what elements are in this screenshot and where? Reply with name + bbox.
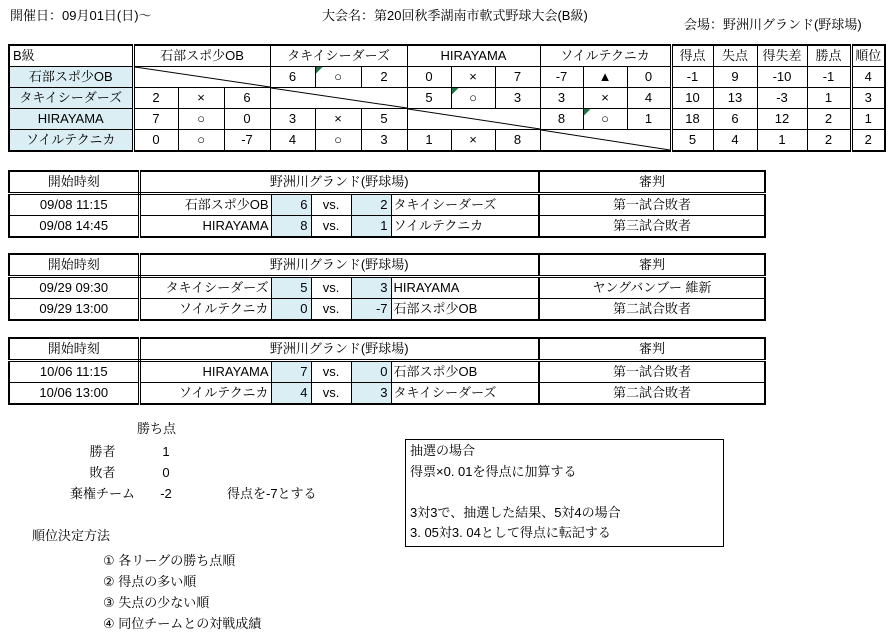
opponent-header: ソイルテクニカ: [540, 45, 671, 67]
points-row: [0, 483, 420, 504]
stat-cell: 3: [851, 88, 885, 109]
result-mark-cell: [583, 109, 627, 130]
score-for-cell: 7: [133, 109, 178, 130]
result-mark-cell: [178, 130, 224, 152]
vs-cell: vs.: [311, 383, 351, 405]
team-name-cell: 石部スポ少OB: [9, 67, 133, 88]
note-line: 抽選の場合: [410, 443, 476, 458]
vs-cell: vs.: [311, 194, 351, 216]
game-row: [9, 194, 765, 216]
score2-cell: 1: [351, 216, 391, 238]
game-row: [9, 299, 765, 321]
result-mark: ×: [197, 90, 205, 105]
score-against-cell: 8: [495, 130, 540, 152]
umpire-cell: 第一試合敗者: [539, 361, 765, 383]
team2-cell: 石部スポ少OB: [391, 299, 539, 321]
stat-cell: 10: [671, 88, 713, 109]
stat-cell: 12: [757, 109, 807, 130]
note-line: 3対3で、抽選した結果、5対4の場合: [410, 504, 621, 520]
team2-cell: タキイシーダーズ: [391, 383, 539, 405]
opponent-header: タキイシーダーズ: [270, 45, 407, 67]
venue-header: 野洲川グランド(野球場): [139, 254, 539, 277]
diagonal-cell: [133, 67, 270, 88]
score-for-cell: 4: [270, 130, 315, 152]
venue-header: 野洲川グランド(野球場): [139, 171, 539, 194]
standings-row: [9, 67, 885, 88]
stat-header: 順位: [851, 45, 885, 67]
result-mark: ○: [601, 111, 609, 126]
stat-cell: -1: [807, 67, 851, 88]
diagonal-cell: [270, 88, 407, 109]
team1-cell: タキイシーダーズ: [139, 277, 271, 299]
opponent-header: HIRAYAMA: [407, 45, 540, 67]
team1-cell: ソイルテクニカ: [139, 299, 271, 321]
stat-cell: 6: [713, 109, 757, 130]
schedule-table: [8, 337, 766, 405]
ranking-item: ③ 失点の少ない順: [103, 595, 210, 610]
stat-cell: 4: [713, 130, 757, 152]
vs-cell: vs.: [311, 299, 351, 321]
score2-cell: 3: [351, 383, 391, 405]
score-against-cell: 6: [224, 88, 270, 109]
score1-cell: 4: [271, 383, 311, 405]
standings-row: [9, 130, 885, 152]
result-mark: ○: [197, 111, 205, 126]
score-for-cell: 8: [540, 109, 583, 130]
diagonal-cell: [540, 130, 671, 152]
stat-cell: -3: [757, 88, 807, 109]
note-line: [410, 482, 721, 503]
result-mark: ×: [601, 90, 609, 105]
stat-cell: 1: [757, 130, 807, 152]
vs-cell: vs.: [311, 277, 351, 299]
schedule-header-row: [9, 254, 765, 277]
note-line: 得票×0. 01を得点に加算する: [410, 463, 577, 479]
stat-cell: -10: [757, 67, 807, 88]
stat-cell: 1: [807, 88, 851, 109]
stat-cell: -1: [671, 67, 713, 88]
score-against-cell: 7: [495, 67, 540, 88]
score-for-cell: 0: [133, 130, 178, 152]
team1-cell: 石部スポ少OB: [139, 194, 271, 216]
standings-table: [8, 44, 886, 152]
umpire-cell: 第三試合敗者: [539, 216, 765, 238]
vs-cell: vs.: [311, 216, 351, 238]
score-against-cell: -7: [224, 130, 270, 152]
team1-cell: HIRAYAMA: [139, 361, 271, 383]
note-line: 3. 05対3. 04として得点に転記する: [410, 525, 611, 541]
result-mark-cell: [451, 67, 495, 88]
standings-row: [9, 109, 885, 130]
result-mark: ▲: [598, 69, 612, 84]
stat-cell: 2: [851, 130, 885, 152]
game-time-cell: 09/29 09:30: [9, 277, 139, 299]
stat-cell: 13: [713, 88, 757, 109]
venue-header: 野洲川グランド(野球場): [139, 338, 539, 361]
result-mark-cell: [451, 130, 495, 152]
score-against-cell: 3: [361, 130, 407, 152]
score-for-cell: 1: [407, 130, 451, 152]
comment-flag-icon: [584, 109, 591, 116]
team-name-cell: タキイシーダーズ: [9, 88, 133, 109]
date-label: 開催日：09月01日(日)～: [10, 8, 152, 23]
game-time-cell: 09/08 11:15: [9, 194, 139, 216]
team1-cell: ソイルテクニカ: [139, 383, 271, 405]
result-mark: ×: [469, 132, 477, 147]
umpire-cell: 第一試合敗者: [539, 194, 765, 216]
points-value: 0: [162, 465, 170, 480]
ranking-title: 順位決定方法: [32, 528, 111, 543]
team-name-cell: ソイルテクニカ: [9, 130, 133, 152]
game-row: [9, 277, 765, 299]
team2-cell: 石部スポ少OB: [391, 361, 539, 383]
venue-label: 会場：野洲川グランド(野球場): [684, 17, 862, 32]
stat-cell: 2: [807, 130, 851, 152]
stat-header: 得失差: [757, 45, 807, 67]
umpire-cell: 第二試合敗者: [539, 383, 765, 405]
schedule-header-row: [9, 338, 765, 361]
team2-cell: タキイシーダーズ: [391, 194, 539, 216]
result-mark-cell: [583, 88, 627, 109]
score2-cell: -7: [351, 299, 391, 321]
score-for-cell: 5: [407, 88, 451, 109]
points-row: [0, 441, 300, 462]
score2-cell: 0: [351, 361, 391, 383]
score-against-cell: 3: [495, 88, 540, 109]
points-label: 敗者: [89, 465, 116, 480]
points-title: 勝ち点: [137, 421, 177, 436]
score-for-cell: 3: [540, 88, 583, 109]
diagonal-line-icon: [541, 130, 670, 150]
stat-header: 失点: [713, 45, 757, 67]
result-mark-cell: [315, 67, 361, 88]
stat-header: 勝点: [807, 45, 851, 67]
lottery-note-box: [405, 439, 724, 547]
stat-cell: 5: [671, 130, 713, 152]
standings-header-row: [9, 45, 885, 67]
game-time-cell: 09/29 13:00: [9, 299, 139, 321]
score-for-cell: 0: [407, 67, 451, 88]
score-against-cell: 4: [627, 88, 671, 109]
ranking-item: ④ 同位チームとの対戦成績: [103, 616, 262, 631]
diagonal-line-icon: [408, 109, 540, 129]
result-mark: ○: [197, 132, 205, 147]
score1-cell: 0: [271, 299, 311, 321]
comment-flag-icon: [452, 88, 459, 95]
result-mark-cell: [583, 67, 627, 88]
game-time-cell: 10/06 11:15: [9, 361, 139, 383]
score-against-cell: 0: [224, 109, 270, 130]
time-header: 開始時刻: [9, 254, 139, 277]
result-mark-cell: [178, 88, 224, 109]
ranking-item: ② 得点の多い順: [103, 574, 197, 589]
forfeit-note: 得点を-7とする: [227, 486, 317, 501]
umpire-header: 審判: [539, 171, 765, 194]
game-time-cell: 09/08 14:45: [9, 216, 139, 238]
score1-cell: 7: [271, 361, 311, 383]
team2-cell: ソイルテクニカ: [391, 216, 539, 238]
diagonal-cell: [407, 109, 540, 130]
score1-cell: 6: [271, 194, 311, 216]
game-row: [9, 383, 765, 405]
result-mark-cell: [178, 109, 224, 130]
points-value: 1: [162, 444, 170, 459]
team1-cell: HIRAYAMA: [139, 216, 271, 238]
result-mark: ×: [334, 111, 342, 126]
result-mark: ×: [469, 69, 477, 84]
result-mark-cell: [451, 88, 495, 109]
ranking-item: ① 各リーグの勝ち点順: [103, 553, 236, 568]
points-row: [0, 462, 300, 483]
score-for-cell: 2: [133, 88, 178, 109]
result-mark-cell: [315, 130, 361, 152]
schedule-table: [8, 170, 766, 238]
score-against-cell: 1: [627, 109, 671, 130]
umpire-header: 審判: [539, 254, 765, 277]
comment-flag-icon: [316, 67, 323, 74]
points-value: -2: [160, 486, 172, 501]
score-against-cell: 5: [361, 109, 407, 130]
umpire-header: 審判: [539, 338, 765, 361]
score-for-cell: 6: [270, 67, 315, 88]
time-header: 開始時刻: [9, 338, 139, 361]
umpire-cell: 第二試合敗者: [539, 299, 765, 321]
standings-row: [9, 88, 885, 109]
game-row: [9, 216, 765, 238]
score-against-cell: 2: [361, 67, 407, 88]
score-for-cell: -7: [540, 67, 583, 88]
stat-cell: 4: [851, 67, 885, 88]
stat-cell: 18: [671, 109, 713, 130]
score2-cell: 3: [351, 277, 391, 299]
game-row: [9, 361, 765, 383]
points-label: 棄権チーム: [69, 486, 135, 501]
score1-cell: 5: [271, 277, 311, 299]
time-header: 開始時刻: [9, 171, 139, 194]
class-header: B級: [9, 45, 133, 67]
vs-cell: vs.: [311, 361, 351, 383]
diagonal-line-icon: [271, 88, 407, 108]
schedule-header-row: [9, 171, 765, 194]
tournament-label: 大会名：第20回秋季湖南市軟式野球大会(B級): [322, 8, 588, 23]
opponent-header: 石部スポ少OB: [133, 45, 270, 67]
schedule-table: [8, 253, 766, 321]
score1-cell: 8: [271, 216, 311, 238]
team-name-cell: HIRAYAMA: [9, 109, 133, 130]
score-for-cell: 3: [270, 109, 315, 130]
stat-cell: 1: [851, 109, 885, 130]
game-time-cell: 10/06 13:00: [9, 383, 139, 405]
result-mark: ○: [334, 132, 342, 147]
diagonal-line-icon: [135, 67, 270, 87]
result-mark: ○: [334, 69, 342, 84]
score2-cell: 2: [351, 194, 391, 216]
team2-cell: HIRAYAMA: [391, 277, 539, 299]
stat-header: 得点: [671, 45, 713, 67]
result-mark-cell: [315, 109, 361, 130]
stat-cell: 9: [713, 67, 757, 88]
points-label: 勝者: [89, 444, 116, 459]
score-against-cell: 0: [627, 67, 671, 88]
umpire-cell: ヤングバンブー 維新: [539, 277, 765, 299]
stat-cell: 2: [807, 109, 851, 130]
result-mark: ○: [469, 90, 477, 105]
